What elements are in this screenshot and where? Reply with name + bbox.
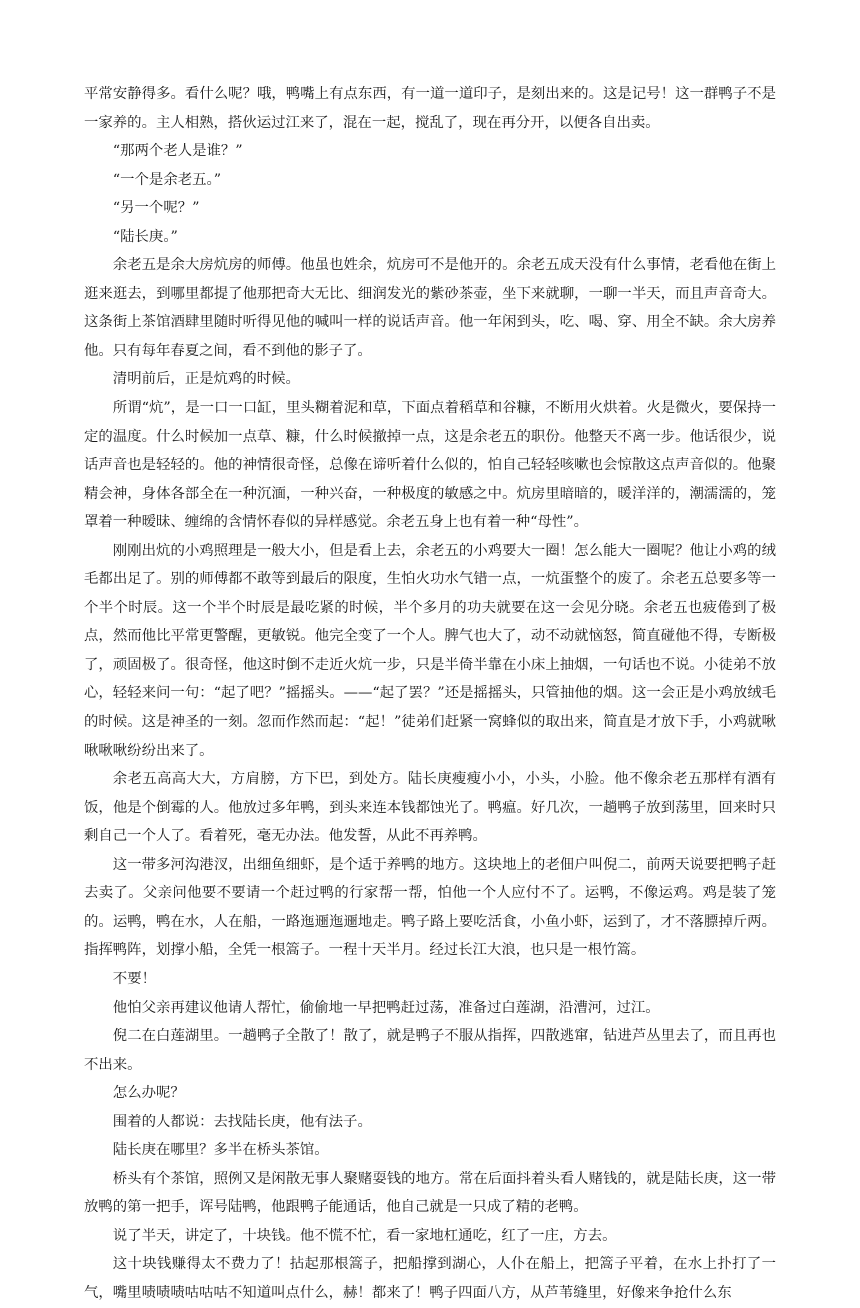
paragraph: “另一个呢？” (112, 200, 200, 217)
paragraph: 桥头有个茶馆，照例又是闲散无事人聚赌耍钱的地方。常在后面抖着头看人赌钱的，就是陆长庚，这一带放鸭的第一把手，诨号陆鸭，他跟鸭子能通话，他自己就是一只成了精的老鸭。 (84, 1170, 776, 1216)
paragraph: 围着的人都说：去找陆长庚，他有法子。 (112, 1113, 372, 1130)
paragraph: 余老五是余大房炕房的师傅。他虽也姓余，炕房可不是他开的。余老五成天没有什么事情，老看他在街上逛来逛去，到哪里都提了他那把奇大无比、细润发光的紫砂茶壶，坐下来就聊，一聊一半天，而且声音奇大。这条街上茶馆酒肆里随时听得见他的喊叫一样的说话声音。他一年闲到头，吃、喝、穿、用全不缺。余大房养他。只有每年春夏之间，看不到他的影子了。 (84, 257, 776, 359)
paragraph: 怎么办呢？ (112, 1085, 185, 1102)
paragraph: 陆长庚在哪里？多半在桥头茶馆。 (112, 1142, 329, 1159)
paragraph: 倪二在白莲湖里。一趟鸭子全散了！散了，就是鸭子不服从指挥，四散逃窜，钻进芦丛里去了，而且再也不出来。 (84, 1028, 776, 1073)
paragraph: “一个是余老五。” (112, 171, 222, 188)
paragraph: 这十块钱赚得太不费力了！拈起那根篙子，把船撑到湖心，人仆在船上，把篙子平着，在水上扑打了一气，嘴里啧啧啧咕咕咕不知道叫点什么，赫！都来了！鸭子四面八方，从芦苇缝里，好像来争抢什么东 (84, 1256, 776, 1301)
paragraph: 说了半天，讲定了，十块钱。他不慌不忙，看一家地杠通吃，红了一庄，方去。 (112, 1227, 617, 1244)
paragraph: 所谓“炕”，是一口一口缸，里头糊着泥和草，下面点着稻草和谷糠，不断用火烘着。火是微火，要保持一定的温度。什么时候加一点草、糠，什么时候撤掉一点，这是余老五的职份。他整天不离一步。他话很少，说话声音也是轻轻的。他的神情很奇怪，总像在谛听着什么似的，怕自己轻轻咳嗽也会惊散这点声音似的。他聚精会神，身体各部全在一种沉湎，一种兴奋，一种极度的敏感之中。炕房里暗暗的，暖洋洋的，潮濡濡的，笼罩着一种暧昧、缠绵的含情怀春似的异样感觉。余老五身上也有着一种“母性”。 (84, 400, 776, 531)
paragraph: 这一带多河沟港汊，出细鱼细虾，是个适于养鸭的地方。这块地上的老佃户叫倪二，前两天说要把鸭子赶去卖了。父亲问他要不要请一个赶过鸭的行家帮一帮，怕他一个人应付不了。运鸭，不像运鸡。鸡是装了笼的。运鸭，鸭在水，人在船，一路迤逦迤逦地走。鸭子路上要吃活食，小鱼小虾，运到了，才不落膘掉斤两。指挥鸭阵，划撑小船，全凭一根篙子。一程十天半月。经过长江大浪，也只是一根竹篙。 (84, 856, 776, 959)
paragraph: 刚刚出炕的小鸡照理是一般大小，但是看上去，余老五的小鸡要大一圈！怎么能大一圈呢？他让小鸡的绒毛都出足了。别的师傅都不敢等到最后的限度，生怕火功水气错一点，一炕蛋整个的废了。余老五总要多等一个半个时辰。这一个半个时辰是最吃紧的时候，半个多月的功夫就要在这一会见分晓。余老五也疲倦到了极点，然而他比平常更警醒，更敏锐。他完全变了一个人。脾气也大了，动不动就恼怒，简直碰他不得，专断极了，顽固极了。很奇怪，他这时倒不走近火炕一步，只是半倚半靠在小床上抽烟，一句话也不说。小徒弟不放心，轻轻来问一句：“起了吧？”摇摇头。——“起了罢？”还是摇摇头，只管抽他的烟。这一会正是小鸡放绒毛的时候。这是神圣的一刻。忽而作然而起：“起！”徒弟们赶紧一窝蜂似的取出来，简直是才放下手，小鸡就啾啾啾啾纷纷出来了。 (84, 542, 776, 759)
paragraph: “那两个老人是谁？” (112, 143, 243, 160)
document-page (84, 80, 776, 1308)
paragraph: 不要！ (112, 970, 156, 987)
paragraph: 清明前后，正是炕鸡的时候。 (112, 371, 300, 388)
paragraph: “陆长庚。” (112, 228, 178, 245)
paragraph: 余老五高高大大，方肩膀，方下巴，到处方。陆长庚瘦瘦小小，小头，小脸。他不像余老五那样有酒有饭，他是个倒霉的人。他放过多年鸭，到头来连本钱都蚀光了。鸭瘟。好几次，一趟鸭子放到荡里，回来时只剩自己一个人了。看着死，毫无办法。他发誓，从此不再养鸭。 (84, 771, 776, 845)
paragraph: 平常安静得多。看什么呢？哦，鸭嘴上有点东西，有一道一道印子，是刻出来的。这是记号！这一群鸭子不是一家养的。主人相熟，搭伙运过江来了，混在一起，搅乱了，现在再分开，以便各自出卖。 (84, 86, 776, 131)
paragraph: 他怕父亲再建议他请人帮忙，偷偷地一早把鸭赶过荡，准备过白莲湖，沿漕河，过江。 (112, 999, 660, 1016)
